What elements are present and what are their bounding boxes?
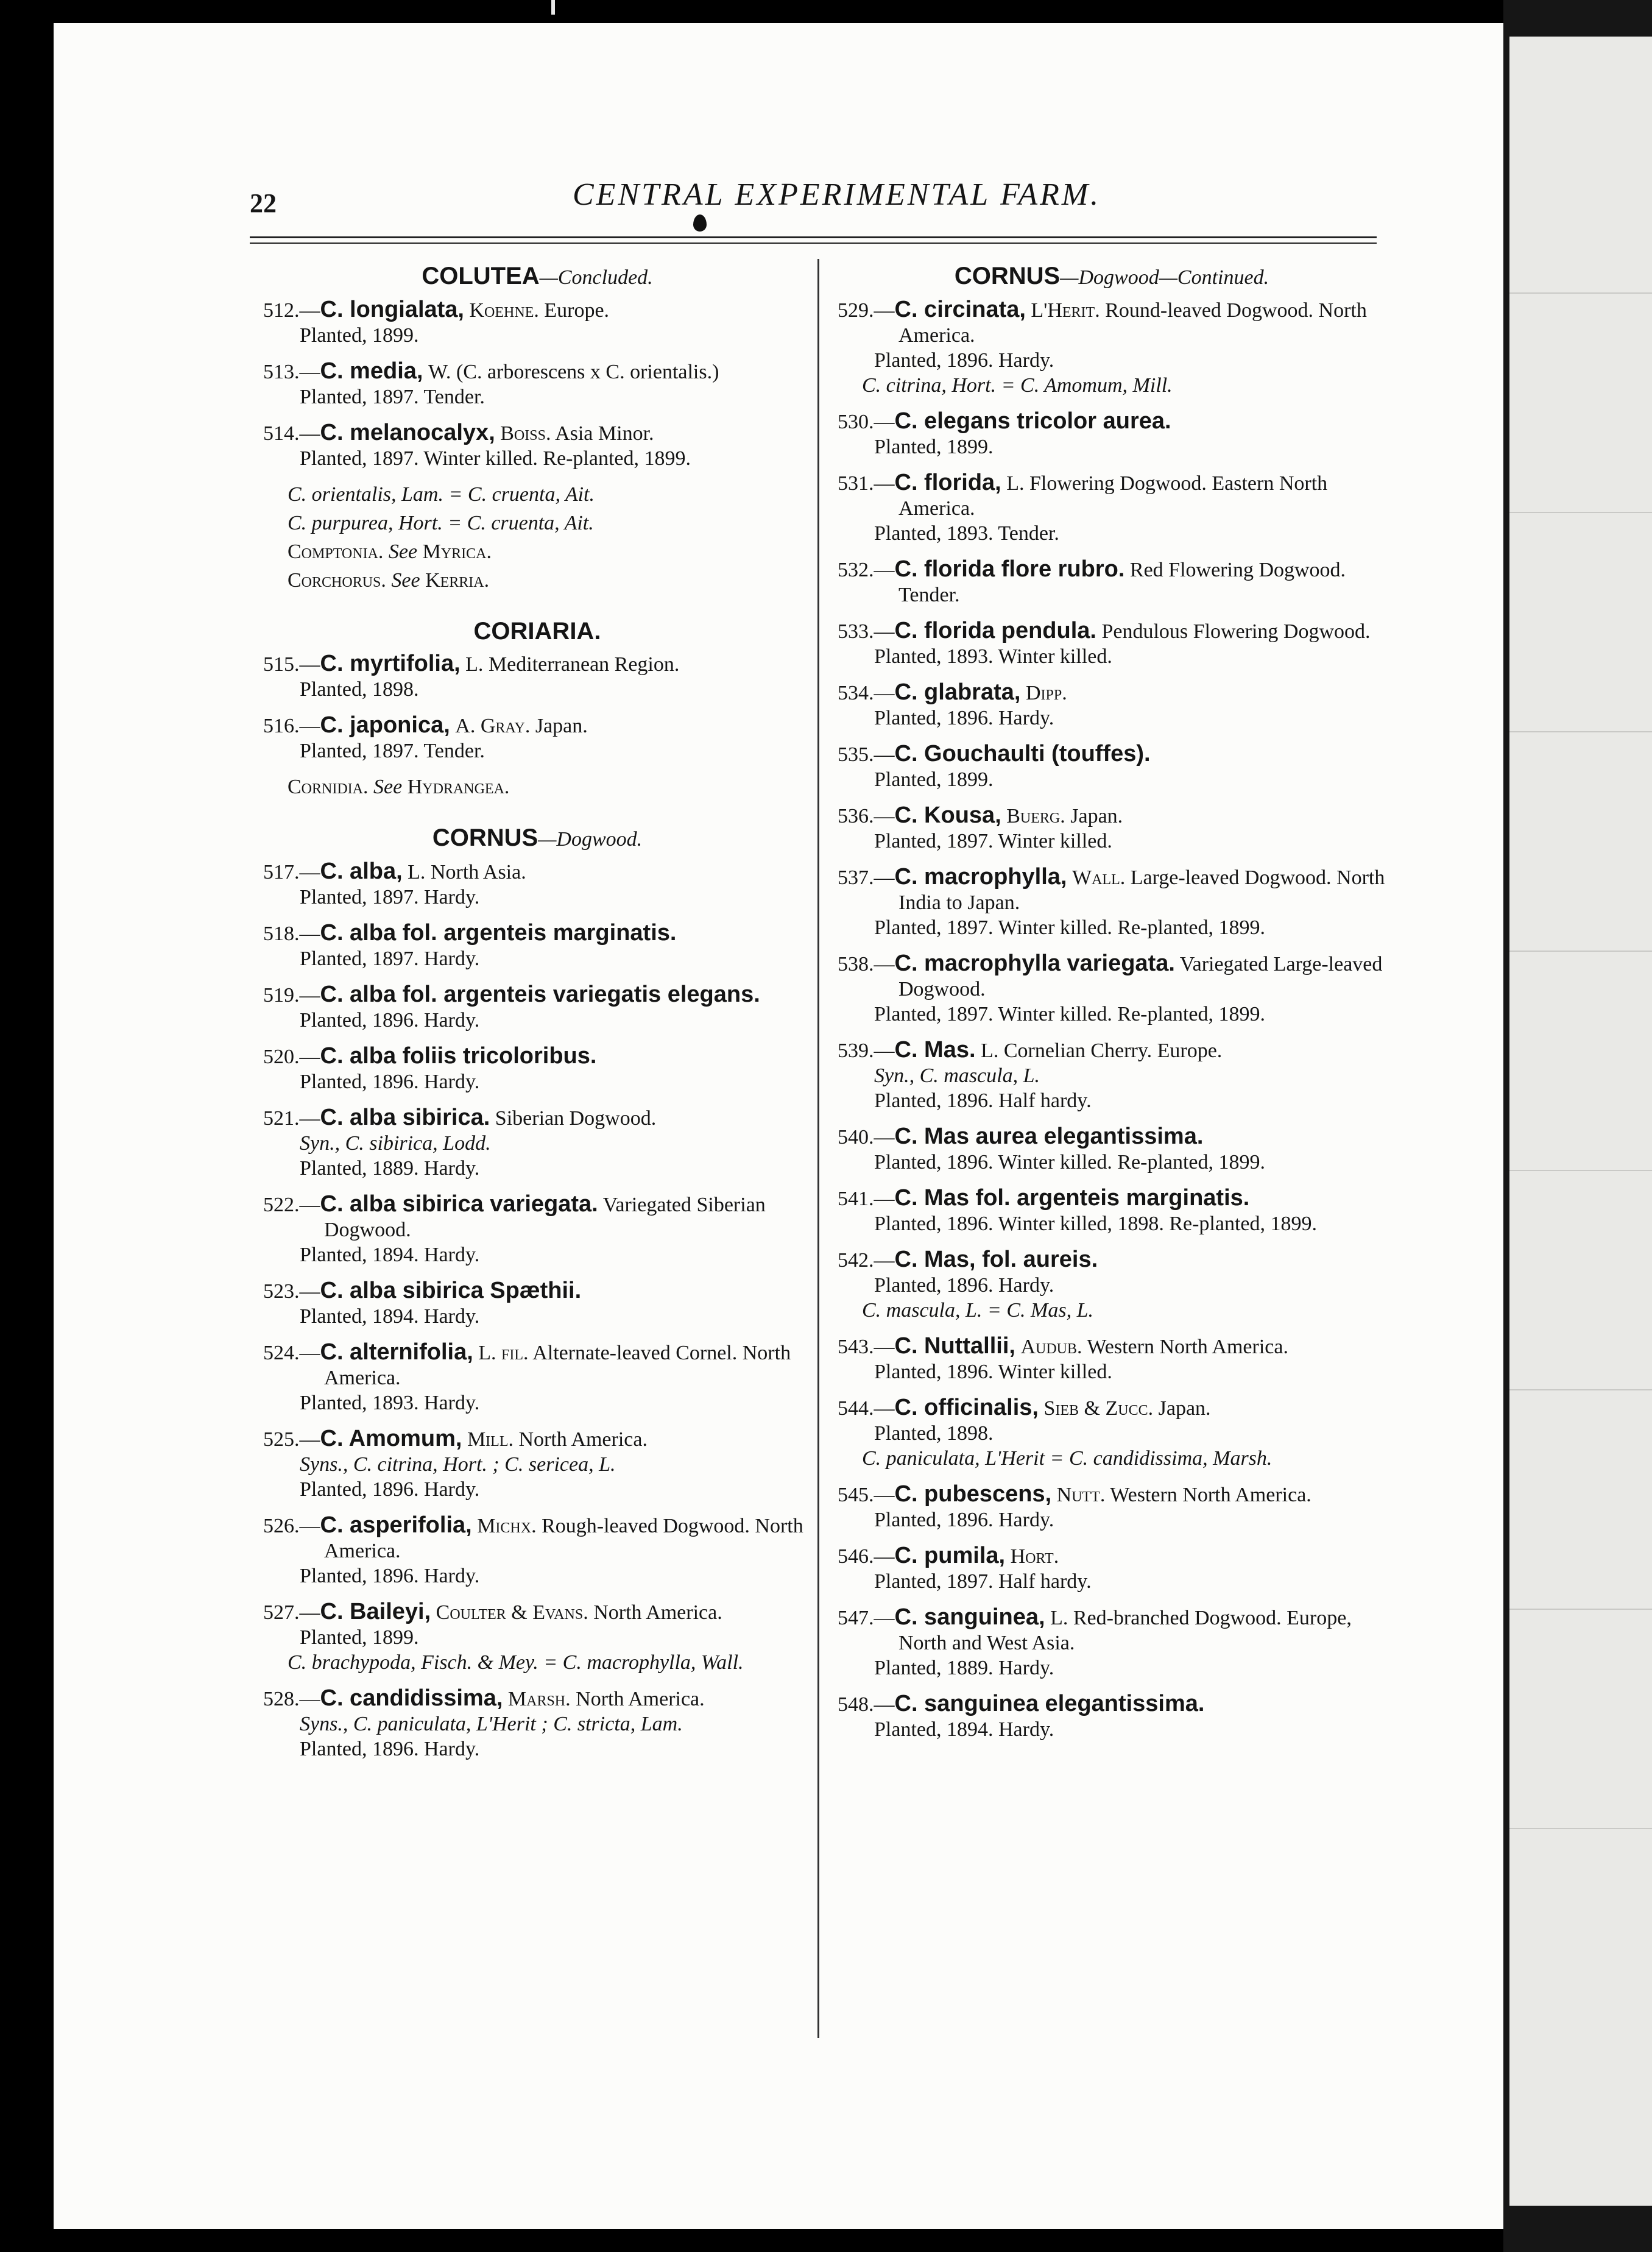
entry-heading <box>838 470 1386 521</box>
synonym-line: Syns., C. citrina, Hort. ; C. sericea, L. <box>300 1453 616 1476</box>
entry-heading <box>838 618 1386 644</box>
species-name: C. media, <box>320 358 423 384</box>
species-author: Dipp. <box>1025 682 1067 704</box>
plant-entry <box>838 1124 1386 1175</box>
entry-number: 526.— <box>263 1515 320 1537</box>
entry-number: 522.— <box>263 1194 320 1216</box>
plant-entry <box>263 1192 811 1267</box>
species-description: Round-leaved Dogwood. North America. <box>898 299 1367 347</box>
planting-record: Planted, 1896. Hardy. <box>874 1509 1054 1531</box>
plant-entry <box>263 859 811 910</box>
plant-entry <box>838 742 1386 792</box>
entry-heading <box>263 1340 811 1390</box>
section-heading <box>263 263 811 290</box>
planting-record: Planted, 1896. Hardy. <box>300 1565 480 1587</box>
species-name: C. longialata, <box>320 297 464 322</box>
planting-record: Planted, 1896. Hardy. <box>300 1009 480 1032</box>
species-name: C. Mas fol. argenteis marginatis. <box>894 1185 1250 1211</box>
species-author: Michx. <box>477 1515 537 1537</box>
species-author: Marsh. <box>507 1688 571 1710</box>
entry-heading <box>263 859 811 885</box>
scan-speck <box>551 0 555 15</box>
species-author: Koehne. <box>469 299 539 322</box>
species-name: C. circinata, <box>894 297 1026 322</box>
cross-reference-genus: Comptonia. <box>288 540 384 563</box>
entry-number: 534.— <box>838 682 895 704</box>
entry-heading <box>838 1395 1386 1421</box>
species-name: C. Mas, fol. aureis. <box>894 1247 1098 1272</box>
entry-heading <box>838 1038 1386 1063</box>
species-author: L. <box>981 1039 999 1062</box>
entry-heading <box>838 865 1386 915</box>
species-author: Mill. <box>467 1428 514 1451</box>
page-header <box>250 177 1468 225</box>
plant-entry <box>838 680 1386 731</box>
planting-record: Planted, 1896. Hardy. <box>874 707 1054 729</box>
species-name: C. pumila, <box>894 1543 1006 1568</box>
genus-name: CORIARIA. <box>473 618 601 645</box>
plant-entry <box>263 359 811 409</box>
planting-record: Planted, 1899. <box>300 1626 419 1649</box>
plant-entry <box>838 1482 1386 1532</box>
facing-page-edge <box>1509 37 1652 2206</box>
entry-heading <box>263 420 811 446</box>
species-description: Japan. <box>535 715 588 737</box>
entry-number: 537.— <box>838 866 895 889</box>
entry-number: 513.— <box>263 361 320 383</box>
entry-heading <box>838 803 1386 829</box>
entry-heading <box>263 713 811 738</box>
plant-entry <box>838 803 1386 854</box>
species-description: Europe. <box>544 299 610 322</box>
plant-entry <box>838 470 1386 546</box>
header-ornament <box>693 214 707 232</box>
entry-number: 543.— <box>838 1336 895 1358</box>
cross-reference-see: See <box>373 776 403 798</box>
species-name: C. officinalis, <box>894 1395 1039 1420</box>
plant-entry <box>263 1686 811 1762</box>
plant-entry <box>838 1247 1386 1323</box>
species-description: Pendulous Flowering Dogwood. <box>1101 620 1371 643</box>
species-name: C. alba fol. argenteis marginatis. <box>320 920 677 946</box>
species-author: Nutt. <box>1056 1484 1106 1506</box>
species-description: Western North America. <box>1087 1336 1288 1358</box>
species-name: C. glabrata, <box>894 679 1021 705</box>
plant-entry <box>838 1395 1386 1471</box>
planting-record: Planted, 1896. Winter killed, 1898. Re-planted, 1899. <box>874 1213 1317 1235</box>
header-rule-bottom <box>250 243 1377 244</box>
header-rule-top <box>250 236 1377 238</box>
planting-record: Planted, 1896. Winter killed. Re-planted, 1899. <box>874 1151 1265 1174</box>
planting-record: Planted, 1897. Winter killed. Re-planted, 1899. <box>874 916 1265 939</box>
planting-record: Planted, 1897. Tender. <box>300 740 485 762</box>
species-description: Asia Minor. <box>555 422 654 445</box>
species-name: C. pubescens, <box>894 1481 1052 1507</box>
species-name: C. florida flore rubro. <box>894 556 1125 582</box>
species-author: Boiss. <box>500 422 551 445</box>
synonym-line: Syn., C. sibirica, Lodd. <box>300 1132 491 1155</box>
species-author: Buerg. <box>1006 805 1065 827</box>
species-name: C. alba sibirica variegata. <box>320 1191 598 1217</box>
species-name: C. sanguinea, <box>894 1604 1045 1630</box>
cross-reference <box>263 539 811 564</box>
species-name: C. macrophylla variegata. <box>894 951 1175 976</box>
species-name: C. melanocalyx, <box>320 420 495 445</box>
species-name: C. Baileyi, <box>320 1599 431 1624</box>
species-description: Mediterranean Region. <box>488 653 680 676</box>
species-description: Alternate-leaved Cornel. North America. <box>324 1342 791 1389</box>
genus-subtitle: —Concluded. <box>539 266 653 289</box>
entry-heading <box>838 297 1386 348</box>
entry-number: 547.— <box>838 1607 895 1629</box>
plant-entry <box>838 1543 1386 1594</box>
entry-heading <box>838 409 1386 434</box>
entry-number: 521.— <box>263 1107 320 1130</box>
planting-record: Planted, 1894. Hardy. <box>300 1305 480 1328</box>
plant-entry <box>263 1513 811 1588</box>
entry-heading <box>263 1192 811 1242</box>
cross-reference-genus: Corchorus. <box>288 569 386 592</box>
entry-number: 539.— <box>838 1039 895 1062</box>
plant-entry <box>263 713 811 763</box>
planting-record: Planted, 1897. Winter killed. <box>874 830 1112 852</box>
entry-heading <box>838 1247 1386 1273</box>
entry-number: 545.— <box>838 1484 895 1506</box>
entry-number: 515.— <box>263 653 320 676</box>
entry-number: 530.— <box>838 411 895 433</box>
entry-heading <box>263 1044 811 1069</box>
species-description: Western North America. <box>1110 1484 1311 1506</box>
plant-entry <box>838 1691 1386 1742</box>
species-description: Flowering Dogwood. Eastern North America. <box>898 472 1328 520</box>
species-author: L. <box>408 861 426 883</box>
plant-entry <box>838 1186 1386 1236</box>
species-description: Variegated Siberian Dogwood. <box>324 1194 766 1241</box>
entry-number: 536.— <box>838 805 895 827</box>
entry-number: 514.— <box>263 422 320 445</box>
planting-record: Planted, 1894. Hardy. <box>874 1718 1054 1741</box>
species-name: C. macrophylla, <box>894 864 1067 890</box>
entry-number: 519.— <box>263 984 320 1007</box>
planting-record: Planted, 1896. Hardy. <box>874 349 1054 372</box>
entry-heading <box>838 1186 1386 1211</box>
plant-entry <box>838 557 1386 607</box>
species-author: W. <box>428 361 451 383</box>
cross-reference-genus: Cornidia. <box>288 776 369 798</box>
entry-number: 520.— <box>263 1046 320 1068</box>
entry-number: 525.— <box>263 1428 320 1451</box>
planting-record: Planted, 1894. Hardy. <box>300 1244 480 1266</box>
right-column <box>838 263 1386 1753</box>
species-description: North America. <box>518 1428 648 1451</box>
entry-number: 529.— <box>838 299 895 322</box>
species-description: Japan. <box>1070 805 1123 827</box>
planting-record: Planted, 1889. Hardy. <box>300 1157 480 1180</box>
section-gap <box>263 803 811 825</box>
running-title: CENTRAL EXPERIMENTAL FARM. <box>573 177 1101 212</box>
entry-heading <box>263 1105 811 1131</box>
species-author: Audub. <box>1020 1336 1082 1358</box>
entry-heading <box>838 1482 1386 1507</box>
entry-heading <box>838 1334 1386 1359</box>
species-name: C. alba, <box>320 859 403 884</box>
entry-number: 542.— <box>838 1249 895 1272</box>
plant-entry <box>838 1605 1386 1680</box>
species-description: Japan. <box>1158 1397 1211 1420</box>
cross-reference-see: See <box>391 569 420 592</box>
plant-entry <box>838 951 1386 1027</box>
genus-subtitle: —Dogwood—Continued. <box>1060 266 1269 289</box>
synonym-note: C. paniculata, L'Herit = C. candidissima, Marsh. <box>862 1447 1273 1470</box>
column-divider <box>817 259 819 2038</box>
planting-record: Planted, 1897. Hardy. <box>300 886 480 908</box>
cross-reference-target: Hydrangea. <box>407 776 510 798</box>
section-heading <box>263 618 811 644</box>
species-description: (C. arborescens x C. orientalis.) <box>456 361 719 383</box>
entry-heading <box>838 680 1386 706</box>
synonym-line: Syn., C. mascula, L. <box>874 1064 1040 1087</box>
entry-heading <box>838 951 1386 1002</box>
page-number: 22 <box>250 188 277 218</box>
species-name: C. florida, <box>894 470 1001 495</box>
section-gap <box>263 597 811 618</box>
species-author: Coulter & Evans. <box>436 1601 588 1624</box>
planting-record: Planted, 1893. Hardy. <box>300 1392 480 1414</box>
entry-heading <box>263 1426 811 1452</box>
plant-entry <box>263 921 811 971</box>
species-description: North America. <box>576 1688 705 1710</box>
species-author: Sieb & Zucc. <box>1043 1397 1154 1420</box>
cross-reference-target: Kerria. <box>425 569 490 592</box>
synonym-note: C. citrina, Hort. = C. Amomum, Mill. <box>862 374 1173 397</box>
species-author: L'Herit. <box>1031 299 1100 322</box>
species-description: Siberian Dogwood. <box>495 1107 657 1130</box>
species-author: L. <box>465 653 484 676</box>
entry-heading <box>263 1278 811 1304</box>
entry-number: 516.— <box>263 715 320 737</box>
plant-entry <box>838 865 1386 940</box>
entry-number: 531.— <box>838 472 895 495</box>
species-description: North America. <box>593 1601 722 1624</box>
planting-record: Planted, 1897. Winter killed. Re-planted, 1899. <box>300 447 691 470</box>
species-author: Hort. <box>1010 1545 1059 1568</box>
species-name: C. Kousa, <box>894 802 1001 828</box>
plant-entry <box>263 1278 811 1329</box>
species-description: North Asia. <box>430 861 526 883</box>
entry-number: 544.— <box>838 1397 895 1420</box>
plant-entry <box>263 1599 811 1675</box>
species-name: C. alba foliis tricoloribus. <box>320 1043 597 1069</box>
planting-record: Planted, 1899. <box>300 324 419 347</box>
plant-entry <box>263 420 811 471</box>
planting-record: Planted, 1893. Winter killed. <box>874 645 1112 668</box>
species-name: C. alba fol. argenteis variegatis elegans. <box>320 982 760 1007</box>
genus-name: CORNUS <box>954 263 1061 289</box>
planting-record: Planted, 1889. Hardy. <box>874 1657 1054 1679</box>
entry-number: 540.— <box>838 1126 895 1149</box>
entry-heading <box>263 297 811 323</box>
species-name: C. alba sibirica Spæthii. <box>320 1278 582 1303</box>
species-description: Red-branched Dogwood. Europe, North and West Asia. <box>898 1607 1352 1654</box>
species-author: Wall. <box>1071 866 1126 889</box>
species-name: C. Mas. <box>894 1037 976 1063</box>
entry-number: 548.— <box>838 1693 895 1716</box>
planting-record: Planted, 1897. Half hardy. <box>874 1570 1092 1593</box>
entry-heading <box>838 1605 1386 1655</box>
planting-record: Planted, 1897. Hardy. <box>300 947 480 970</box>
species-author: L. fil. <box>478 1342 529 1364</box>
entry-number: 541.— <box>838 1188 895 1210</box>
plant-entry <box>838 297 1386 398</box>
planting-record: Planted, 1899. <box>874 768 994 791</box>
species-name: C. sanguinea elegantissima. <box>894 1691 1205 1716</box>
entry-number: 535.— <box>838 743 895 766</box>
section-heading <box>838 263 1386 290</box>
entry-heading <box>263 921 811 946</box>
synonym-note: C. purpurea, Hort. = C. cruenta, Ait. <box>288 512 594 534</box>
entry-number: 512.— <box>263 299 320 322</box>
entry-number: 538.— <box>838 953 895 976</box>
species-author: A. Gray. <box>455 715 531 737</box>
entry-heading <box>263 982 811 1008</box>
entry-heading <box>838 742 1386 767</box>
entry-heading <box>263 651 811 677</box>
species-name: C. alternifolia, <box>320 1339 473 1365</box>
plant-entry <box>263 982 811 1033</box>
entry-number: 517.— <box>263 861 320 883</box>
entry-heading <box>263 1686 811 1712</box>
entry-number: 533.— <box>838 620 895 643</box>
entry-heading <box>838 1543 1386 1569</box>
left-column <box>263 263 811 1772</box>
synonym-note: C. mascula, L. = C. Mas, L. <box>862 1299 1093 1322</box>
planting-record: Planted, 1893. Tender. <box>874 522 1059 545</box>
species-author: L. <box>1006 472 1025 495</box>
cross-reference <box>263 774 811 799</box>
plant-entry <box>263 297 811 348</box>
planting-record: Planted, 1896. Hardy. <box>300 1071 480 1093</box>
species-name: C. japonica, <box>320 712 450 738</box>
planting-record: Planted, 1897. Tender. <box>300 386 485 408</box>
species-name: C. alba sibirica. <box>320 1105 490 1130</box>
plant-entry <box>838 1038 1386 1113</box>
genus-subtitle: —Dogwood. <box>538 828 643 851</box>
entry-number: 518.— <box>263 922 320 945</box>
species-name: C. myrtifolia, <box>320 651 461 676</box>
cross-reference-see: See <box>388 540 418 563</box>
entry-number: 523.— <box>263 1280 320 1303</box>
species-description: Red Flowering Dogwood. Tender. <box>898 559 1346 606</box>
species-name: C. Gouchaulti (touffes). <box>894 741 1151 767</box>
section-heading <box>263 825 811 852</box>
planting-record: Planted, 1896. Half hardy. <box>874 1089 1092 1112</box>
entry-number: 527.— <box>263 1601 320 1624</box>
genus-name: CORNUS <box>432 824 538 851</box>
planting-record: Planted, 1896. Hardy. <box>300 1478 480 1501</box>
plant-entry <box>838 618 1386 669</box>
entry-heading <box>838 557 1386 607</box>
cross-reference <box>263 568 811 593</box>
species-name: C. florida pendula. <box>894 618 1096 643</box>
synonym-note: C. brachypoda, Fisch. & Mey. = C. macrophylla, Wall. <box>288 1651 744 1674</box>
planting-record: Planted, 1898. <box>300 678 419 701</box>
entry-heading <box>263 1513 811 1563</box>
species-name: C. candidissima, <box>320 1685 503 1711</box>
planting-record: Planted, 1897. Winter killed. Re-planted, 1899. <box>874 1003 1265 1025</box>
species-name: C. Amomum, <box>320 1426 462 1451</box>
entry-heading <box>263 359 811 384</box>
species-author: L. <box>1050 1607 1068 1629</box>
species-name: C. elegans tricolor aurea. <box>894 408 1171 434</box>
planting-record: Planted, 1899. <box>874 436 994 458</box>
genus-name: COLUTEA <box>422 263 540 289</box>
planting-record: Planted, 1896. Hardy. <box>300 1738 480 1760</box>
synonym-note: C. orientalis, Lam. = C. cruenta, Ait. <box>288 483 595 506</box>
entry-heading <box>838 1691 1386 1717</box>
plant-entry <box>838 1334 1386 1384</box>
species-description: Large-leaved Dogwood. North India to Japan. <box>898 866 1385 914</box>
planting-record: Planted, 1898. <box>874 1422 994 1445</box>
entry-number: 532.— <box>838 559 895 581</box>
plant-entry <box>263 1044 811 1094</box>
plant-entry <box>263 1105 811 1181</box>
entry-heading <box>263 1599 811 1625</box>
entry-number: 546.— <box>838 1545 895 1568</box>
cross-reference-target: Myrica. <box>422 540 492 563</box>
species-description: Cornelian Cherry. Europe. <box>1003 1039 1223 1062</box>
entry-number: 524.— <box>263 1342 320 1364</box>
species-description: Rough-leaved Dogwood. North America. <box>324 1515 803 1562</box>
species-name: C. asperifolia, <box>320 1512 472 1538</box>
plant-entry <box>263 1340 811 1415</box>
synonym-line: Syns., C. paniculata, L'Herit ; C. stricta, Lam. <box>300 1713 683 1735</box>
plant-entry <box>263 651 811 702</box>
species-description: Variegated Large-leaved Dogwood. <box>898 953 1383 1000</box>
entry-heading <box>838 1124 1386 1150</box>
species-name: C. Nuttallii, <box>894 1333 1015 1359</box>
planting-record: Planted, 1896. Hardy. <box>874 1274 1054 1297</box>
entry-number: 528.— <box>263 1688 320 1710</box>
species-name: C. Mas aurea elegantissima. <box>894 1124 1204 1149</box>
plant-entry <box>838 409 1386 459</box>
plant-entry <box>263 1426 811 1502</box>
planting-record: Planted, 1896. Winter killed. <box>874 1361 1112 1383</box>
